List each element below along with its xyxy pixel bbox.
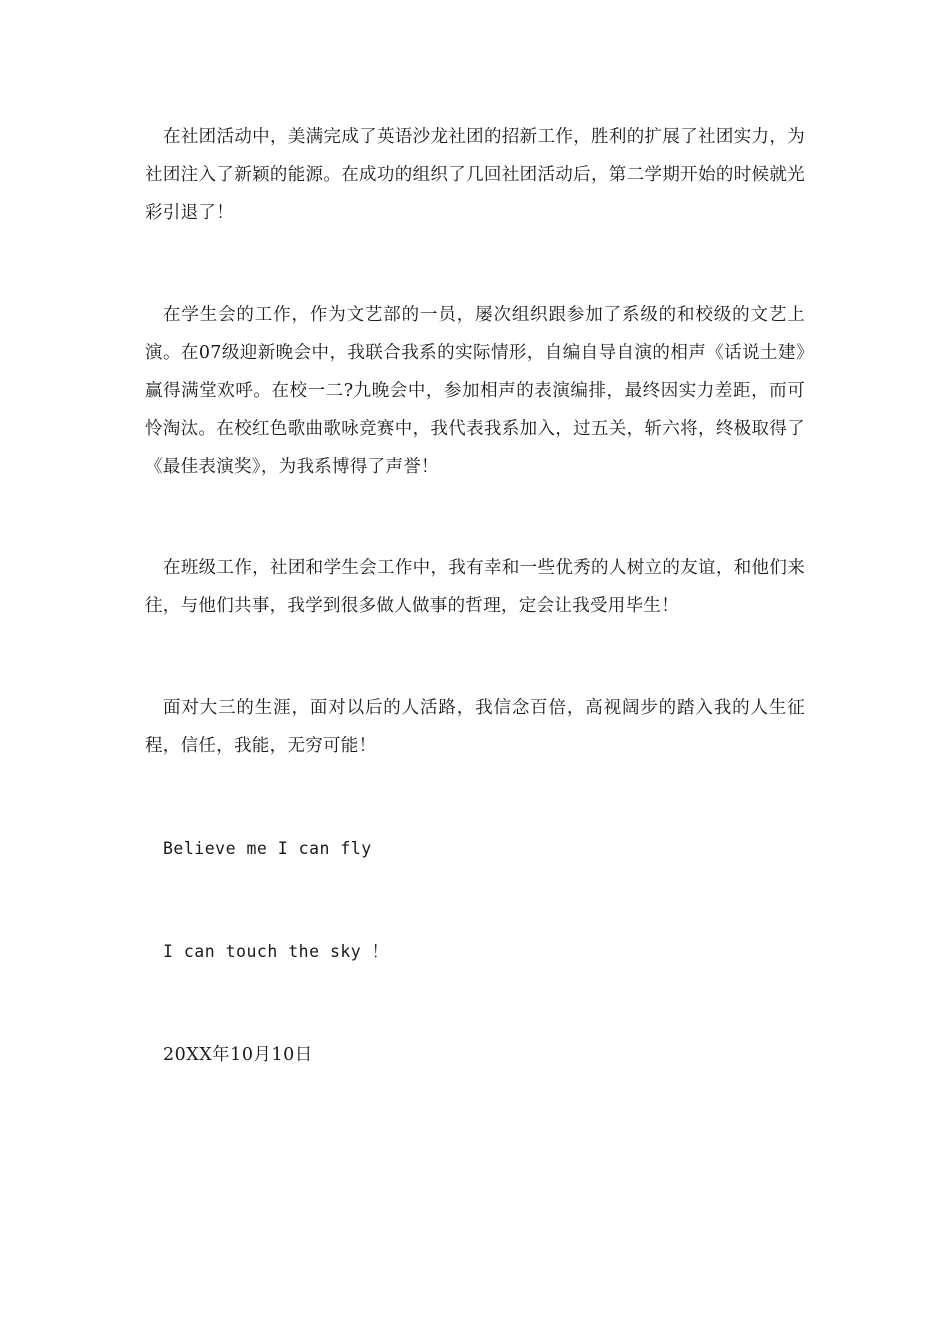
paragraph-friendships: 在班级工作，社团和学生会工作中，我有幸和一些优秀的人树立的友谊，和他们来往，与他们共事，我学到很多做人做事的哲理，定会让我受用毕生！ <box>145 558 805 616</box>
date-line: 20XX年10月10日 <box>163 1045 313 1065</box>
motto-line-1: Believe me I can fly <box>163 839 372 858</box>
paragraph-club-activities: 在社团活动中，美满完成了英语沙龙社团的招新工作，胜利的扩展了社团实力，为社团注入了新颖的能源。在成功的组织了几回社团活动后，第二学期开始的时候就光彩引退了！ <box>145 127 805 223</box>
paragraph-student-union: 在学生会的工作，作为文艺部的一员，屡次组织跟参加了系级的和校级的文艺上演。在07级迎新晚会中，我联合我系的实际情形，自编自导自演的相声《话说土建》赢得满堂欢呼。在校一二?九晚会中，参加相声的表演编排，最终因实力差距，而可怜淘汰。在校红色歌曲歌咏竞赛中，我代表我系加入，过五关，斩六将，终极取得了《最佳表演奖》，为我系博得了声誉！ <box>145 305 805 477</box>
paragraph-future: 面对大三的生涯，面对以后的人活路，我信念百倍，高视阔步的踏入我的人生征程，信任，我能，无穷可能！ <box>145 698 805 756</box>
motto-line-2: I can touch the sky ！ <box>163 942 389 961</box>
